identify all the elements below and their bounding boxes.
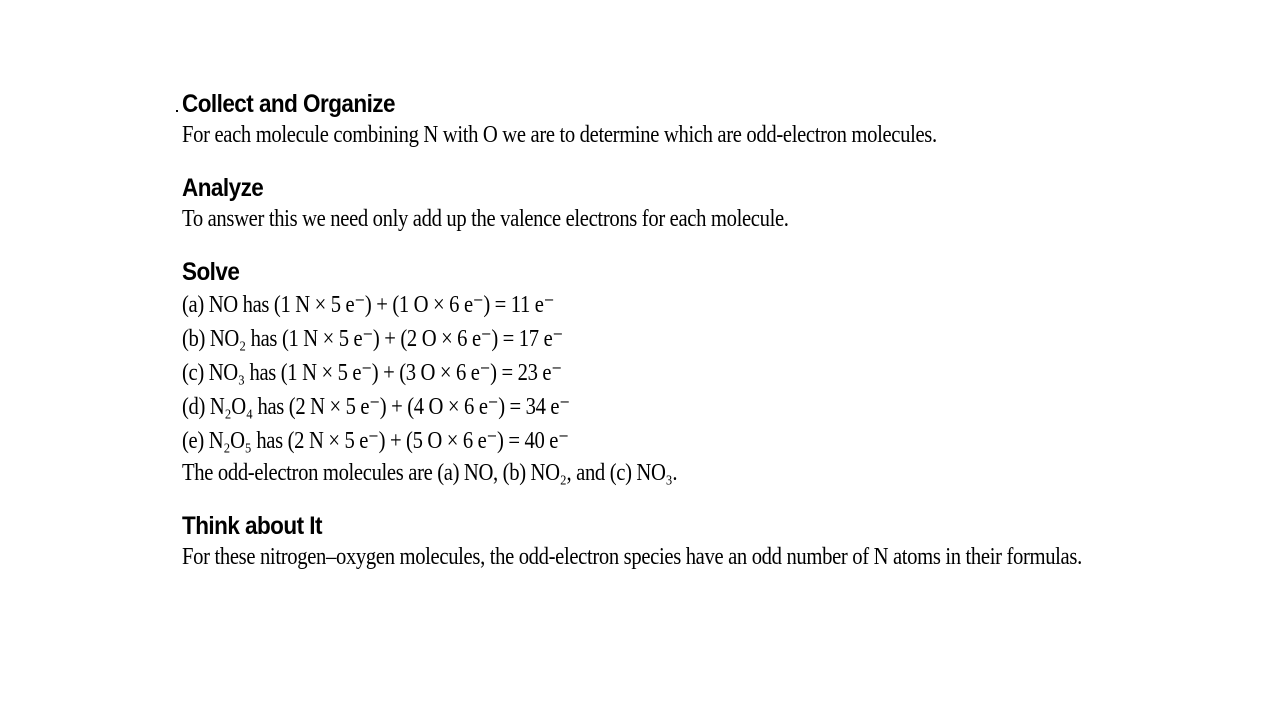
solve-line-c: (c) NO₃ has (1 N × 5 e⁻) + (3 O × 6 e⁻) = 23 e⁻ — [182, 360, 562, 386]
solve-line-e: (e) N₂O₅ has (2 N × 5 e⁻) + (5 O × 6 e⁻) = 40 e⁻ — [182, 428, 569, 454]
collect-section — [182, 88, 1242, 150]
think-section — [182, 510, 1242, 572]
stray-dot — [176, 110, 178, 112]
collect-heading: Collect and Organize — [182, 90, 396, 118]
solve-line-a: (a) NO has (1 N × 5 e⁻) + (1 O × 6 e⁻) = 11 e⁻ — [182, 292, 555, 318]
analyze-text: To answer this we need only add up the valence electrons for each molecule. — [182, 206, 789, 232]
solve-section — [182, 256, 1242, 488]
solve-conclusion: The odd-electron molecules are (a) NO, (b) NO₂, and (c) NO₃. — [182, 460, 678, 486]
collect-text: For each molecule combining N with O we are to determine which are odd-electron molecules. — [182, 122, 937, 148]
solve-line-d: (d) N₂O₄ has (2 N × 5 e⁻) + (4 O × 6 e⁻) = 34 e⁻ — [182, 394, 570, 420]
think-text: For these nitrogen–oxygen molecules, the odd-electron species have an odd number of N atoms in their formulas. — [182, 544, 1082, 570]
analyze-section — [182, 172, 1242, 234]
solution-content — [182, 88, 1242, 572]
solve-heading: Solve — [182, 258, 240, 286]
solve-line-b: (b) NO₂ has (1 N × 5 e⁻) + (2 O × 6 e⁻) = 17 e⁻ — [182, 326, 563, 352]
think-heading: Think about It — [182, 512, 322, 540]
analyze-heading: Analyze — [182, 174, 264, 202]
